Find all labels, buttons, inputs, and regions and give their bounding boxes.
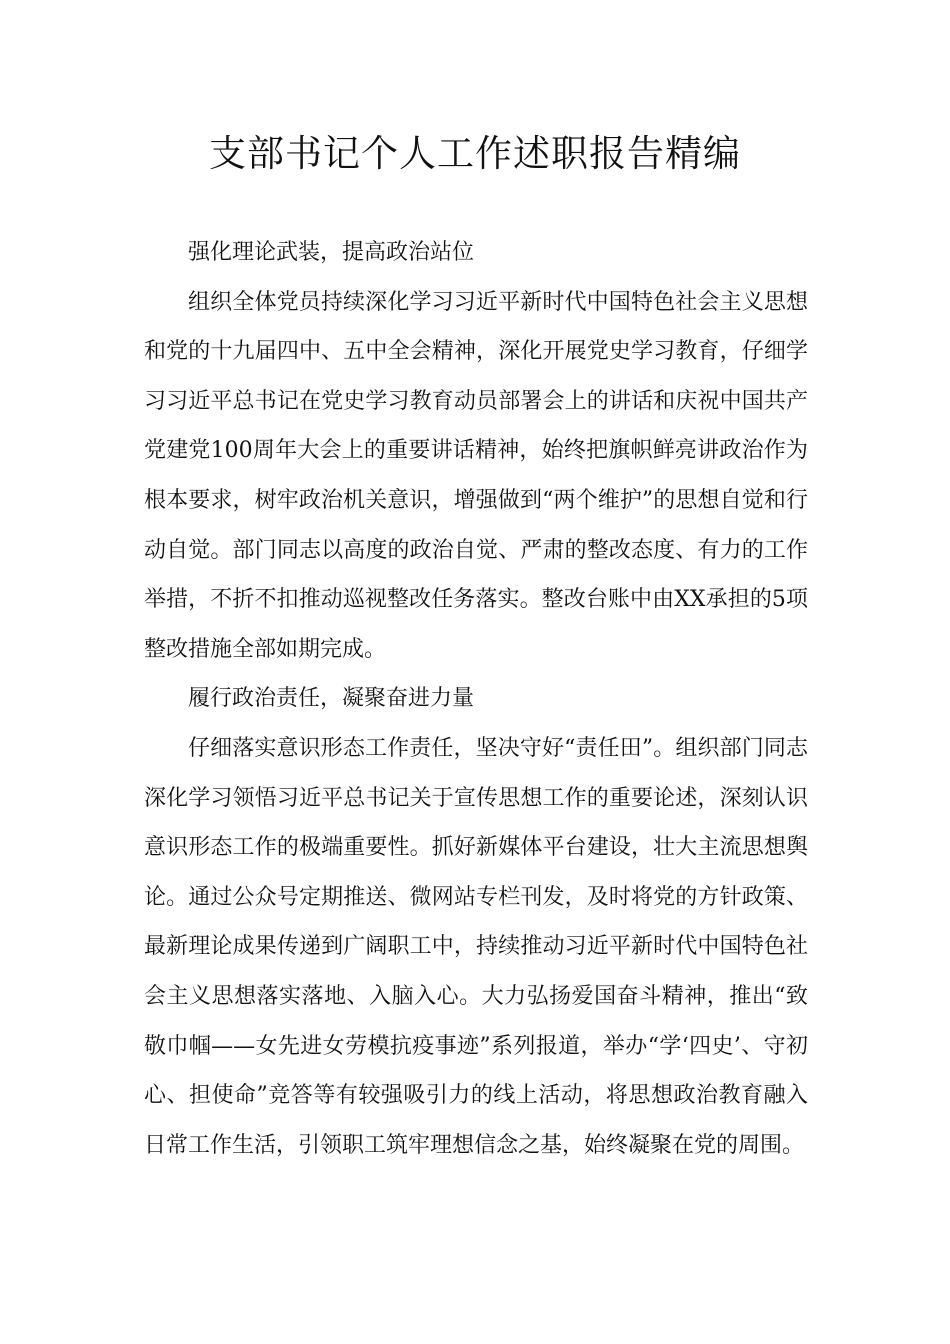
document-body xyxy=(144,228,808,1170)
section-heading-2: 履行政治责任，凝聚奋进力量 xyxy=(188,686,475,712)
paragraph-2: 仔细落实意识形态工作责任，坚决守好“责任田”。组织部门同志深化学习领悟习近平总书记关于宣传思想工作的重要论述，深刻认识意识形态工作的极端重要性。抓好新媒体平台建设，壮大主流思想舆论。通过公众号定期推送、微网站专栏刊发，及时将党的方针政策、最新理论成果传递到广阔职工中，持续推动习近平新时代中国特色社会主义思想落实落地、入脑入心。大力弘扬爱国奋斗精神，推出“致敬巾帼——女先进女劳模抗疫事迹”系列报道，举办“学‘四史’、守初心、担使命”竞答等有较强吸引力的线上活动，将思想政治教育融入日常工作生活，引领职工筑牢理想信念之基，始终凝聚在党的周围。 xyxy=(144,735,808,1158)
paragraph-1: 组织全体党员持续深化学习习近平新时代中国特色社会主义思想和党的十九届四中、五中全会精神，深化开展党史学习教育，仔细学习习近平总书记在党史学习教育动员部署会上的讲话和庆祝中国共产党建党100周年大会上的重要讲话精神，始终把旗帜鲜亮讲政治作为根本要求，树牢政治机关意识，增强做到“两个维护”的思想自觉和行动自觉。部门同志以高度的政治自觉、严肃的整改态度、有力的工作举措，不折不扣推动巡视整改任务落实。整改台账中由XX承担的5项整改措施全部如期完成。 xyxy=(144,289,808,662)
document-title: 支部书记个人工作述职报告精编 xyxy=(209,132,741,175)
section-heading-1: 强化理论武装，提高政治站位 xyxy=(188,240,475,265)
